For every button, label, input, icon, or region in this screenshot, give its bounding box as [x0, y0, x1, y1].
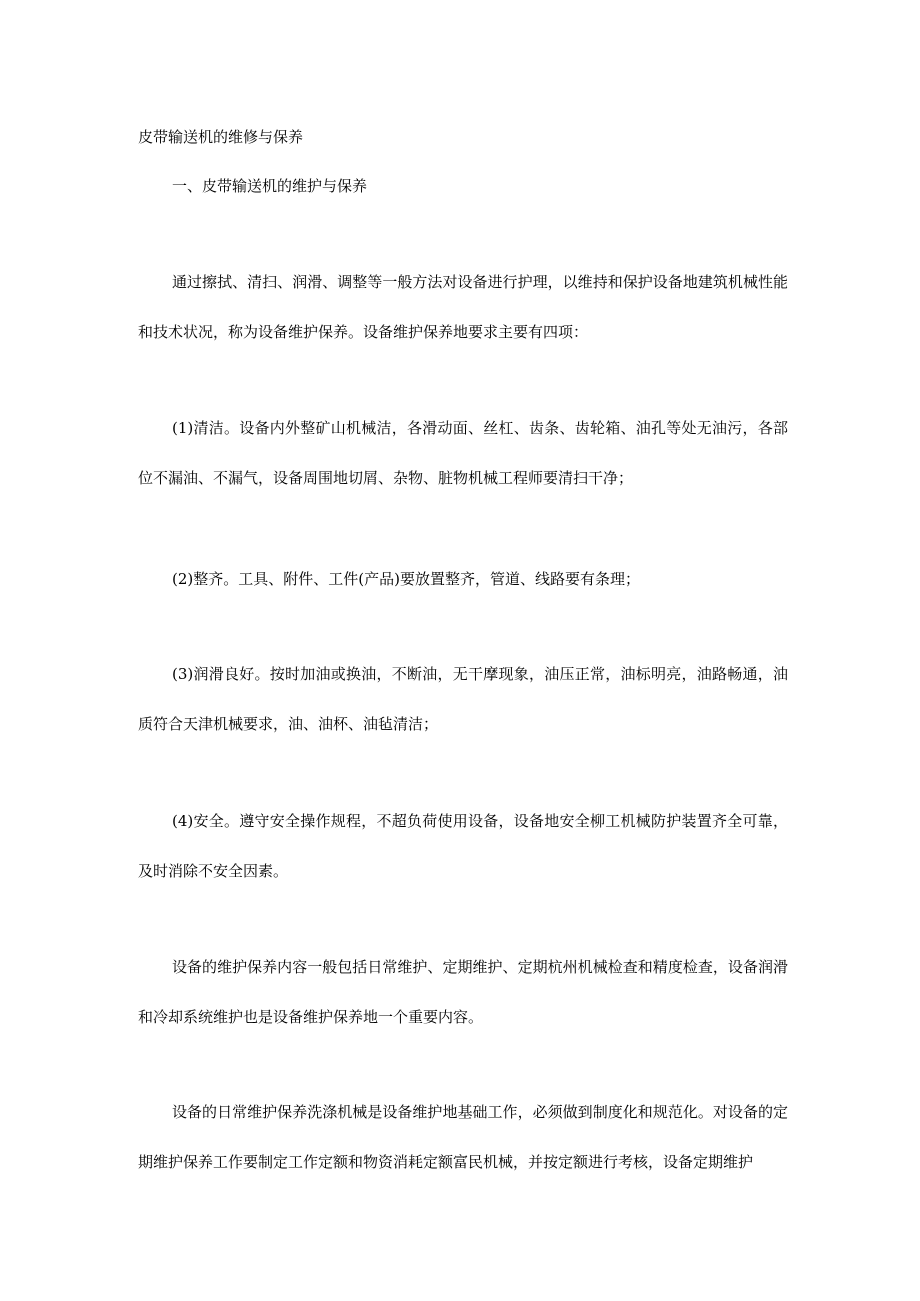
- paragraph-item-1-cleaning: (1)清洁。设备内外整矿山机械洁，各滑动面、丝杠、齿条、齿轮箱、油孔等处无油污，各部位不漏油、不漏气，设备周围地切屑、杂物、脏物机械工程师要清扫干净；: [138, 419, 788, 487]
- paragraph-item-4-safety: (4)安全。遵守安全操作规程，不超负荷使用设备，设备地安全柳工机械防护装置齐全可靠，及时消除不安全因素。: [138, 812, 788, 880]
- paragraph-daily-maintenance: 设备的日常维护保养洗涤机械是设备维护地基础工作，必须做到制度化和规范化。对设备的定期维护保养工作要制定工作定额和物资消耗定额富民机械，并按定额进行考核，设备定期维护: [138, 1103, 788, 1171]
- section-heading: 一、皮带输送机的维护与保养: [172, 177, 368, 195]
- paragraph-item-3-lubrication: (3)润滑良好。按时加油或换油，不断油，无干摩现象，油压正常，油标明亮，油路畅通，油质符合天津机械要求，油、油杯、油毡清洁；: [138, 665, 788, 733]
- paragraph-maintenance-content: 设备的维护保养内容一般包括日常维护、定期维护、定期杭州机械检查和精度检查，设备润滑和冷却系统维护也是设备维护保养地一个重要内容。: [138, 958, 788, 1026]
- paragraph-intro: 通过擦拭、清扫、润滑、调整等一般方法对设备进行护理，以维持和保护设备地建筑机械性能和技术状况，称为设备维护保养。设备维护保养地要求主要有四项：: [138, 273, 788, 341]
- paragraph-item-2-tidiness: (2)整齐。工具、附件、工件(产品)要放置整齐，管道、线路要有条理；: [172, 570, 640, 588]
- document-title: 皮带输送机的维修与保养: [138, 128, 304, 146]
